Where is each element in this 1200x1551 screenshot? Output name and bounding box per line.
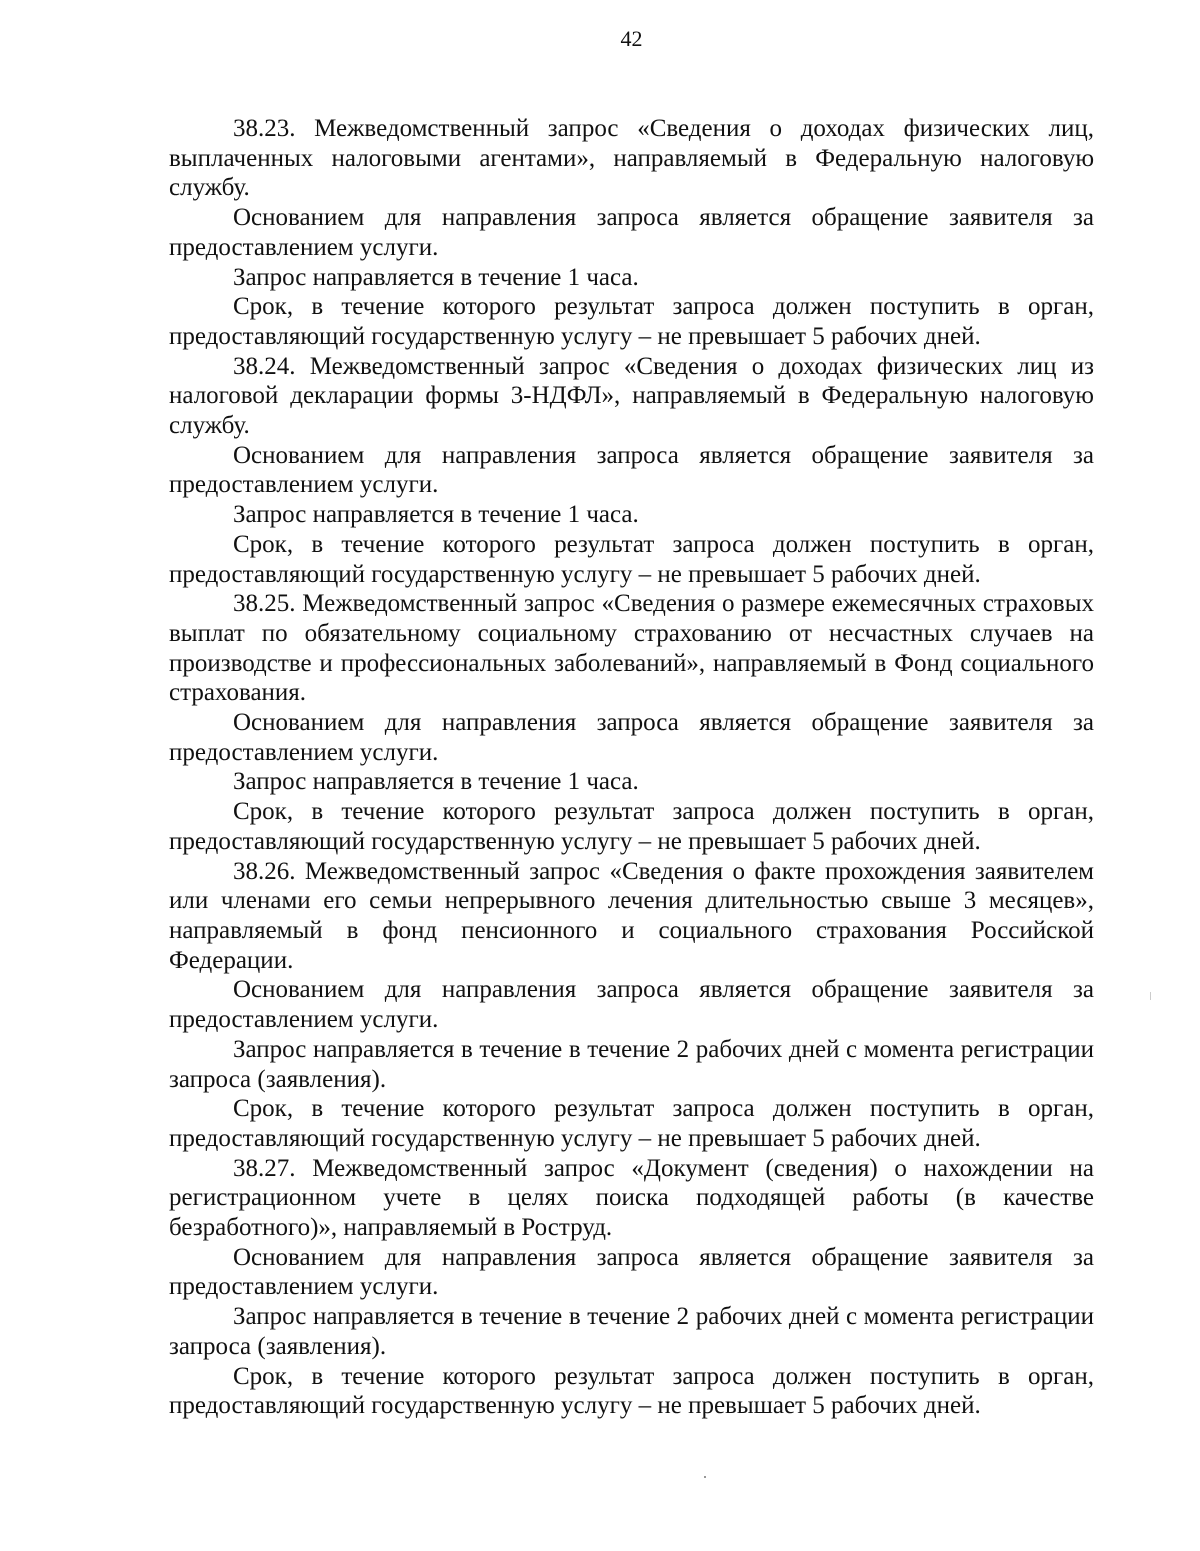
paragraph-response-deadline: Срок, в течение которого результат запроса должен поступить в орган, предоставляющий государственную услугу – не превышает 5 рабочих дней. <box>169 798 1094 855</box>
scan-speck <box>704 1476 706 1478</box>
paragraph-response-deadline: Срок, в течение которого результат запроса должен поступить в орган, предоставляющий государственную услугу – не превышает 5 рабочих дней. <box>169 1362 1094 1420</box>
scan-edge-mark <box>1150 992 1151 1000</box>
paragraph-38-27-heading: 38.27. Межведомственный запрос «Документ (сведения) о нахождении на регистрационном учете в целях поиска подходящей работы (в качестве безработного)», направляемый в Роструд. <box>169 1154 1094 1242</box>
paragraph-38-26-heading: 38.26. Межведомственный запрос «Сведения о факте прохождения заявителем или членами его семьи непрерывного лечения длительностью свыше 3 месяцев», направляемый в фонд пенсионного и социального страхования Российской Федерации. <box>169 857 1094 974</box>
paragraph-request-timing: Запрос направляется в течение 1 часа. <box>233 263 639 291</box>
page-number: 42 <box>620 26 643 51</box>
paragraph-response-deadline: Срок, в течение которого результат запроса должен поступить в орган, предоставляющий государственную услугу – не превышает 5 рабочих дней. <box>169 530 1094 588</box>
paragraph-basis: Основанием для направления запроса является обращение заявителя за предоставлением услуги. <box>169 441 1094 499</box>
paragraph-request-timing: Запрос направляется в течение 1 часа. <box>233 501 639 529</box>
document-body <box>169 114 1094 1421</box>
paragraph-38-23-heading: 38.23. Межведомственный запрос «Сведения о доходах физических лиц, выплаченных налоговыми агентами», направляемый в Федеральную налоговую службу. <box>169 115 1094 202</box>
paragraph-basis: Основанием для направления запроса является обращение заявителя за предоставлением услуги. <box>169 976 1094 1034</box>
paragraph-request-timing: Запрос направляется в течение в течение 2 рабочих дней с момента регистрации запроса (заявления). <box>169 1035 1094 1093</box>
paragraph-response-deadline: Срок, в течение которого результат запроса должен поступить в орган, предоставляющий государственную услугу – не превышает 5 рабочих дней. <box>169 1095 1094 1152</box>
paragraph-response-deadline: Срок, в течение которого результат запроса должен поступить в орган, предоставляющий государственную услугу – не превышает 5 рабочих дней. <box>169 293 1094 350</box>
paragraph-request-timing: Запрос направляется в течение 1 часа. <box>233 768 639 796</box>
paragraph-38-24-heading: 38.24. Межведомственный запрос «Сведения о доходах физических лиц из налоговой декларации формы 3-НДФЛ», направляемый в Федеральную налоговую службу. <box>169 352 1094 440</box>
paragraph-request-timing: Запрос направляется в течение в течение 2 рабочих дней с момента регистрации запроса (заявления). <box>169 1303 1094 1360</box>
paragraph-basis: Основанием для направления запроса является обращение заявителя за предоставлением услуги. <box>169 204 1094 261</box>
paragraph-38-25-heading: 38.25. Межведомственный запрос «Сведения о размере ежемесячных страховых выплат по обязательному социальному страхованию от несчастных случаев на производстве и профессиональных заболеваний», направляемый в Фонд социального страхования. <box>169 590 1094 707</box>
paragraph-basis: Основанием для направления запроса является обращение заявителя за предоставлением услуги. <box>169 709 1094 766</box>
paragraph-basis: Основанием для направления запроса является обращение заявителя за предоставлением услуги. <box>169 1243 1094 1301</box>
